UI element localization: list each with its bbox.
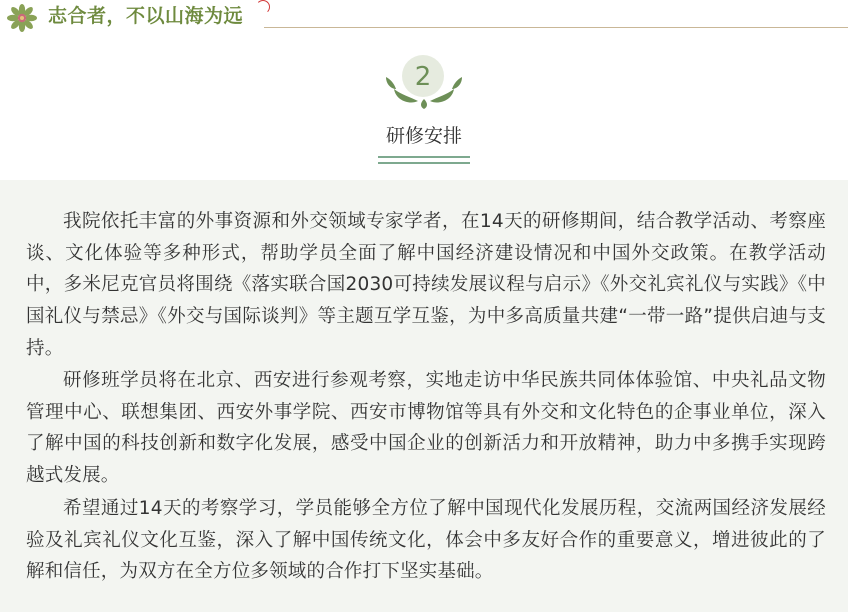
title-underline-bottom — [378, 162, 470, 164]
paragraph-3: 希望通过14天的考察学习，学员能够全方位了解中国现代化发展历程，交流两国经济发展经验及礼宾礼仪文化互鉴，深入了解中国传统文化，体会中多友好合作的重要意义，增进彼此的了解和信任，为双方在全方位多领域的合作打下坚实基础。 — [26, 498, 826, 583]
section-header — [0, 34, 848, 180]
paragraph-2: 研修班学员将在北京、西安进行参观考察，实地走访中华民族共同体体验馆、中央礼品文物管理中心、联想集团、西安外事学院、西安市博物馆等具有外交和文化特色的企事业单位，深入了解中国的科技创新和数字化发展，感受中国企业的创新活力和开放精神，助力中多携手实现跨越式发展。 — [26, 370, 826, 487]
decorative-circle-icon — [256, 0, 270, 14]
flower-icon — [6, 3, 38, 33]
paragraph-1: 我院依托丰富的外事资源和外交领域专家学者，在14天的研修期间，结合教学活动、考察座谈、文化体验等多种形式，帮助学员全面了解中国经济建设情况和中国外交政策。在教学活动中，多米尼克官员将围绕《落实联合国2030可持续发展议程与启示》《外交礼宾礼仪与实践》《中国礼仪与禁忌》《外交与国际谈判》等主题互学互鉴，为中多高质量共建“一带一路”提供启迪与支持。 — [26, 211, 826, 359]
banner-title: 志合者，不以山海为远 — [48, 5, 244, 27]
section-number: 2 — [414, 62, 432, 92]
top-banner — [0, 0, 848, 34]
section-title: 研修安排 — [385, 125, 462, 147]
banner-divider — [264, 27, 848, 28]
article-body — [0, 180, 848, 612]
title-underline-top — [378, 156, 470, 158]
